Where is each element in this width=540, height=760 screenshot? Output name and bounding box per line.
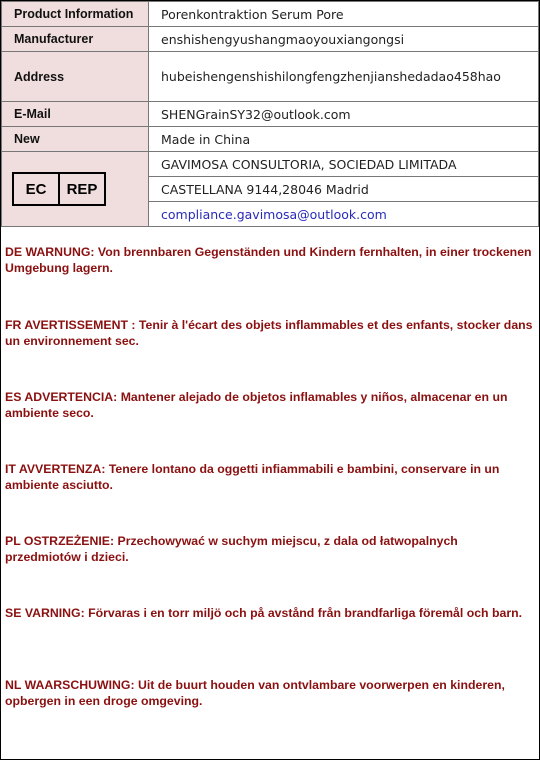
warning-nl: NL WAARSCHUWING: Uit de buurt houden van ontvlambare voorwerpen en kinderen, opbergen in een droge omgeving. — [5, 678, 505, 708]
rep-mark: REP — [66, 180, 98, 198]
email-value: SHENGrainSY32@outlook.com — [149, 102, 539, 127]
table-row — [2, 152, 539, 177]
address-label: Address — [2, 52, 149, 102]
product-name-value: Porenkontraktion Serum Pore — [149, 2, 539, 27]
table-row — [2, 52, 539, 102]
address-value: hubeishengenshishilongfengzhenjianshedadao458hao — [149, 52, 539, 102]
email-label: E-Mail — [2, 102, 149, 127]
ec-mark: EC — [14, 174, 60, 204]
rep-email-link[interactable]: compliance.gavimosa@outlook.com — [149, 202, 539, 227]
table-row — [2, 27, 539, 52]
manufacturer-label: Manufacturer — [2, 27, 149, 52]
product-info-table — [1, 1, 539, 227]
warning-se: SE VARNING: Förvaras i en torr miljö och på avstånd från brandfarliga föremål och barn. — [5, 606, 523, 620]
table-row — [2, 102, 539, 127]
warning-es: ES ADVERTENCIA: Mantener alejado de objetos inflamables y niños, almacenar en un ambiente seco. — [5, 390, 508, 420]
warning-de: DE WARNUNG: Von brennbaren Gegenständen und Kindern fernhalten, in einer trockenen Umgebung lagern. — [5, 245, 532, 275]
ec-rep-symbol — [12, 172, 106, 206]
new-label: New — [2, 127, 149, 152]
table-row — [2, 2, 539, 27]
rep-address-value: CASTELLANA 9144,28046 Madrid — [149, 177, 539, 202]
product-info-label: Product Information — [2, 2, 149, 27]
warning-fr: FR AVERTISSEMENT : Tenir à l'écart des objets inflammables et des enfants, stocker dans un environnement sec. — [5, 318, 533, 348]
ec-rep-cell — [2, 152, 149, 227]
manufacturer-value: enshishengyushangmaoyouxiangongsi — [149, 27, 539, 52]
origin-value: Made in China — [149, 127, 539, 152]
warning-pl: PL OSTRZEŻENIE: Przechowywać w suchym miejscu, z dala od łatwopalnych przedmiotów i dzieci. — [5, 534, 458, 564]
table-row — [2, 127, 539, 152]
warning-it: IT AVVERTENZA: Tenere lontano da oggetti infiammabili e bambini, conservare in un ambiente asciutto. — [5, 462, 500, 492]
rep-company-value: GAVIMOSA CONSULTORIA, SOCIEDAD LIMITADA — [149, 152, 539, 177]
